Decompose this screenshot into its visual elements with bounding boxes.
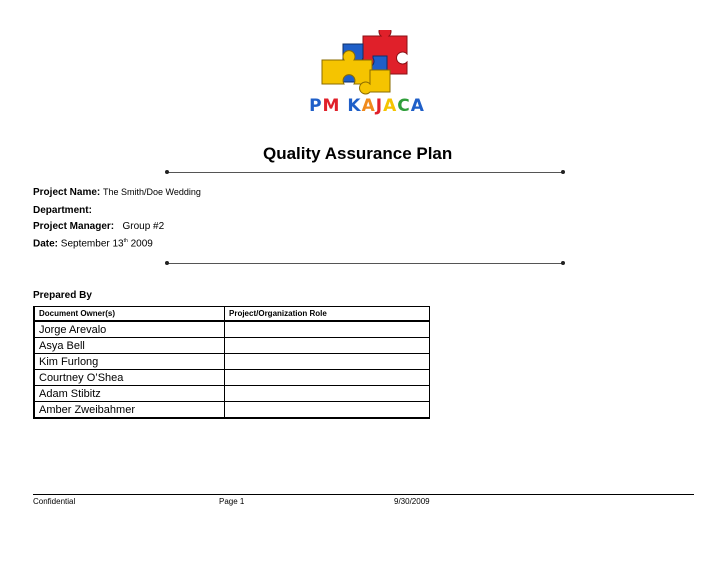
table-row: Asya Bell [34,338,430,354]
footer-confidential: Confidential [33,497,76,506]
table-row: Courtney O’Shea [34,370,430,386]
column-header-owners: Document Owner(s) [34,307,225,322]
date-field: Date: September 13th 2009 [33,238,153,250]
puzzle-pieces-icon [308,30,422,100]
table-row: Adam Stibitz [34,386,430,402]
footer-divider [33,494,694,495]
fields-divider [167,263,563,264]
document-owners-table [33,306,430,419]
table-row: Amber Zweibahmer [34,402,430,419]
footer-date: 9/30/2009 [394,497,430,506]
table-row: Jorge Arevalo [34,321,430,338]
department-field: Department: [33,205,92,216]
title-divider [167,172,563,173]
prepared-by-heading: Prepared By [33,290,92,301]
footer-page-number: Page 1 [219,497,245,506]
document-title: Quality Assurance Plan [263,144,453,163]
table-row: Kim Furlong [34,354,430,370]
project-name-field: Project Name: The Smith/Doe Wedding [33,187,201,198]
brand-name: PM KAJACA [309,96,425,116]
project-manager-field: Project Manager: Group #2 [33,221,165,232]
column-header-role: Project/Organization Role [225,307,430,322]
pm-kajaca-logo [300,30,430,125]
